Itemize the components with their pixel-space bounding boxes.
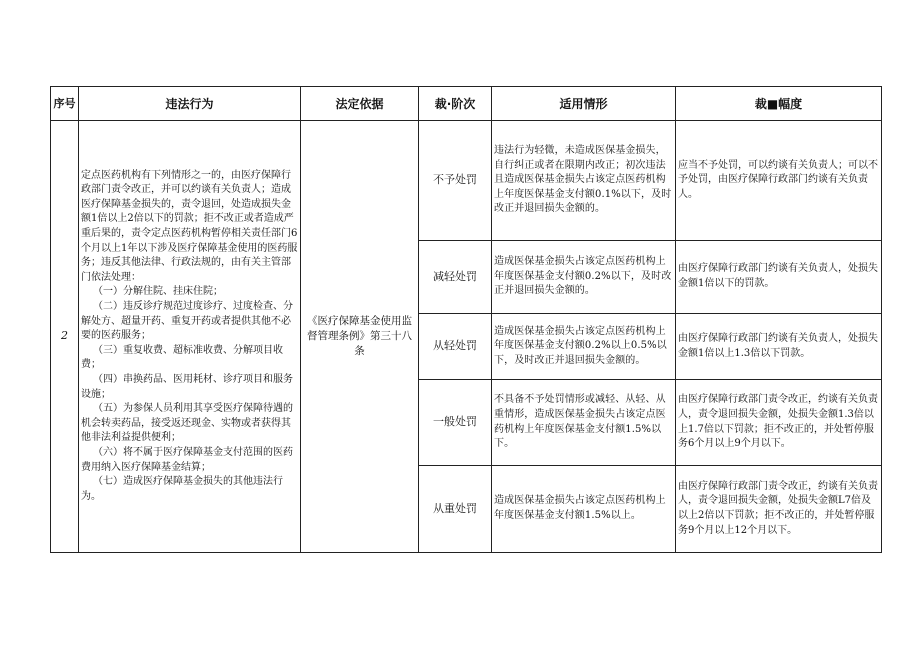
table-row	[51, 121, 882, 241]
penalty-cell: 由医疗保障行政部门约谈有关负责人，处损失金额1倍以上1.3倍以下罚款。	[676, 314, 882, 380]
legal-basis-cell: 《医疗保障基金使用监督管理条例》第三十八条	[301, 121, 419, 553]
header-range: 裁■幅度	[676, 87, 882, 121]
condition-cell: 违法行为轻微，未造成医保基金损失，自行纠正或者在限期内改正；初次违法且造成医保基金损失占该定点医药机构上年度医保基金支付额0.1%以下，及时改正并退回损失金额的。	[492, 121, 676, 241]
header-seq: 序号	[51, 87, 79, 121]
penalty-cell: 应当不予处罚，可以约谈有关负责人；可以不予处罚，由医疗保障行政部门约谈有关负责人。	[676, 121, 882, 241]
stage-cell: 不予处罚	[419, 121, 492, 241]
violation-cell	[79, 121, 301, 553]
penalty-cell: 由医疗保障行政部门约谈有关负责人，处损失金额1倍以下的罚款。	[676, 241, 882, 314]
header-basis: 法定依据	[301, 87, 419, 121]
violation-item-2: （二）违反诊疗规范过度诊疗、过度检查、分解处方、超量开药、重复开药或者提供其他不必要的医药服务；	[81, 301, 293, 342]
violation-item-3: （三）重复收费、超标准收费、分解项目收费；	[81, 344, 283, 371]
stage-cell: 从重处罚	[419, 466, 492, 553]
condition-cell: 造成医保基金损失占该定点医药机构上年度医保基金支付额0.2%以上0.5%以下，及时改正并退回损失金额的。	[492, 314, 676, 380]
header-row	[51, 87, 882, 121]
condition-cell: 造成医保基金损失占该定点医药机构上年度医保基金支付额0.2%以下，及时改正并退回损失金额的。	[492, 241, 676, 314]
violation-item-6: （六）将不属于医疗保障基金支付范围的医药费用纳入医疗保障基金结算；	[81, 446, 293, 473]
header-stage: 裁·阶次	[419, 87, 492, 121]
penalty-cell: 由医疗保障行政部门责令改正，约谈有关负责人，责令退回损失金额，处损失金额L7倍及以上2倍以下罚款；拒不改正的，并处暂停服务9个月以上12个月以下。	[676, 466, 882, 553]
penalty-standard-table	[50, 86, 882, 553]
violation-item-4: （四）串换药品、医用耗材、诊疗项目和服务设施；	[81, 373, 293, 400]
header-violation: 违法行为	[79, 87, 301, 121]
stage-cell: 一般处罚	[419, 380, 492, 466]
violation-item-5: （五）为参保人员利用其享受医疗保障待遇的机会转卖药品，接受返还现金、实物或者获得其他非法利益提供便利；	[81, 403, 293, 444]
stage-cell: 从轻处罚	[419, 314, 492, 380]
condition-cell: 造成医保基金损失占该定点医药机构上年度医保基金支付额1.5%以上。	[492, 466, 676, 553]
violation-item-7: （七）造成医疗保障基金损失的其他违法行为。	[81, 476, 283, 502]
header-condition: 适用情形	[492, 87, 676, 121]
penalty-cell: 由医疗保障行政部门责令改正，约谈有关负责人，责令退回损失金额，处损失金额1.3倍以上1.7倍以下罚款；拒不改正的，并处暂停服务6个月以上9个月以下。	[676, 380, 882, 466]
row-seq: 2	[51, 121, 79, 553]
stage-cell: 减轻处罚	[419, 241, 492, 314]
violation-item-1: （一）分解住院、挂床住院；	[93, 286, 223, 298]
condition-cell: 不具备不予处罚情形或减轻、从轻、从重情形，造成医保基金损失占该定点医药机构上年度医保基金支付额1.5%以下。	[492, 380, 676, 466]
violation-intro: 定点医药机构有下列情形之一的，由医疗保障行政部门责令改正，并可以约谈有关负责人；造成医疗保障基金损失的，责令退回，处造成损失金额1倍以上2倍以下的罚款；拒不改正或者造成严重后果的，责令定点医药机构暂停相关责任部门6个月以上1年以下涉及医疗保障基金使用的医药服务；违反其他法律、行政法规的，由有关主管部门依法处理：	[81, 169, 298, 283]
